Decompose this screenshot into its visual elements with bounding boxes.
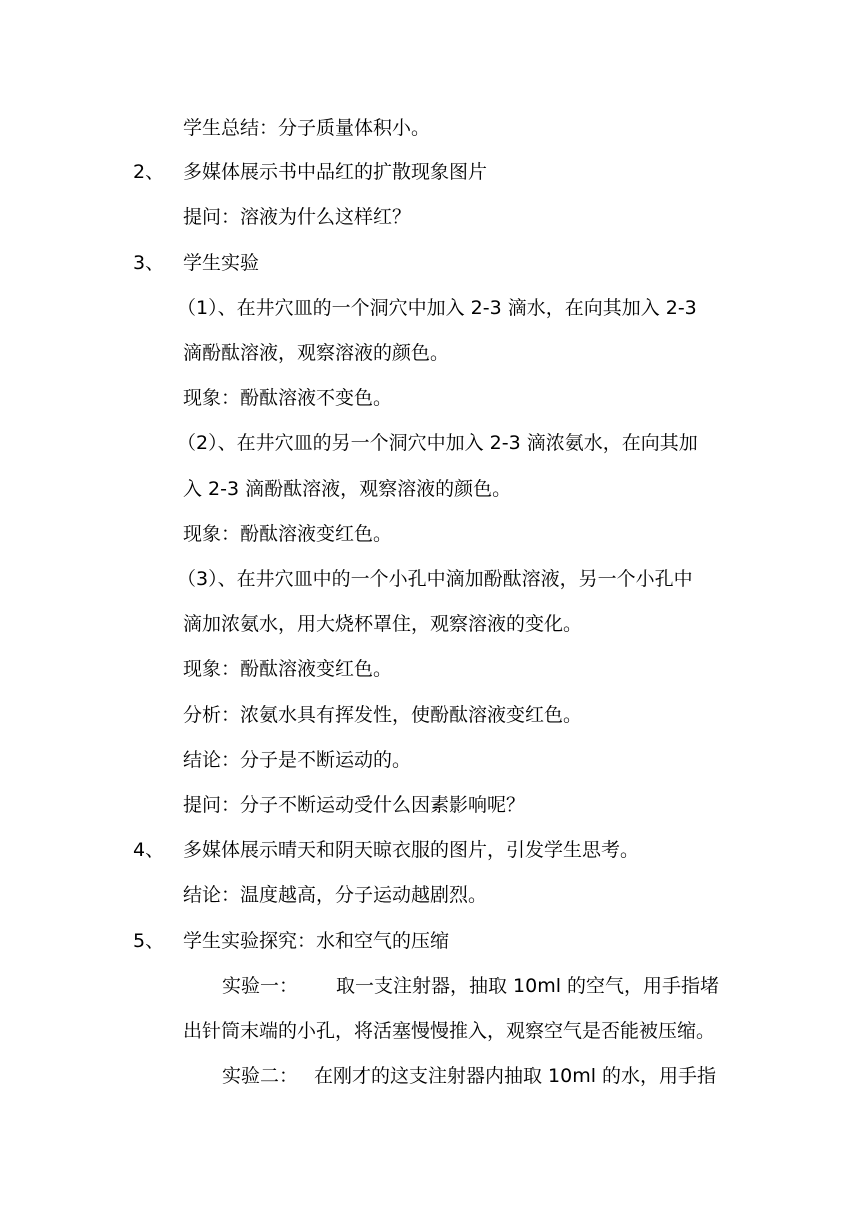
experiment-b-label: 实验二：: [222, 1065, 299, 1087]
analysis-line: 分析：浓氨水具有挥发性，使酚酞溶液变红色。: [183, 704, 583, 726]
item-5-text: 学生实验探究：水和空气的压缩: [183, 930, 450, 952]
item-3-number: 3、: [133, 252, 165, 274]
experiment-3-line-a: （3）、在井穴皿中的一个小孔中滴加酚酞溶液，另一个小孔中: [177, 568, 693, 590]
conclusion-1-line: 结论：分子是不断运动的。: [183, 749, 412, 771]
experiment-1-line-b: 滴酚酞溶液，观察溶液的颜色。: [183, 342, 450, 364]
experiment-b-line: [222, 1064, 716, 1088]
experiment-a-text: 取一支注射器，抽取 10ml 的空气，用手指堵: [336, 975, 720, 997]
experiment-2-line-b: 入 2-3 滴酚酞溶液，观察溶液的颜色。: [183, 478, 512, 500]
experiment-a-label: 实验一：: [222, 975, 299, 997]
conclusion-2-line: 结论：温度越高，分子运动越剧烈。: [183, 884, 488, 906]
question-1-line: 提问：溶液为什么这样红？: [183, 206, 412, 228]
phenomenon-2-line: 现象：酚酞溶液变红色。: [183, 523, 393, 545]
experiment-2-line-a: （2）、在井穴皿的另一个洞穴中加入 2-3 滴浓氨水，在向其加: [177, 432, 698, 454]
experiment-3-line-b: 滴加浓氨水，用大烧杯罩住，观察溶液的变化。: [183, 613, 583, 635]
experiment-1-line-a: （1）、在井穴皿的一个洞穴中加入 2-3 滴水，在向其加入 2-3: [177, 297, 697, 319]
item-5-number: 5、: [133, 930, 165, 952]
item-2-number: 2、: [133, 161, 165, 183]
item-2-text: 多媒体展示书中品红的扩散现象图片: [183, 161, 488, 183]
phenomenon-3-line: 现象：酚酞溶液变红色。: [183, 658, 393, 680]
item-4-number: 4、: [133, 839, 165, 861]
phenomenon-1-line: 现象：酚酞溶液不变色。: [183, 387, 393, 409]
experiment-b-text: 在刚才的这支注射器内抽取 10ml 的水，用手指: [314, 1065, 717, 1087]
summary-line: 学生总结：分子质量体积小。: [183, 117, 431, 139]
experiment-a-line: [222, 974, 719, 998]
question-2-line: 提问：分子不断运动受什么因素影响呢？: [183, 794, 526, 816]
experiment-a-continuation: 出针筒末端的小孔，将活塞慢慢推入，观察空气是否能被压缩。: [183, 1020, 716, 1042]
item-4-text: 多媒体展示晴天和阴天晾衣服的图片，引发学生思考。: [183, 839, 640, 861]
item-3-text: 学生实验: [183, 252, 260, 274]
